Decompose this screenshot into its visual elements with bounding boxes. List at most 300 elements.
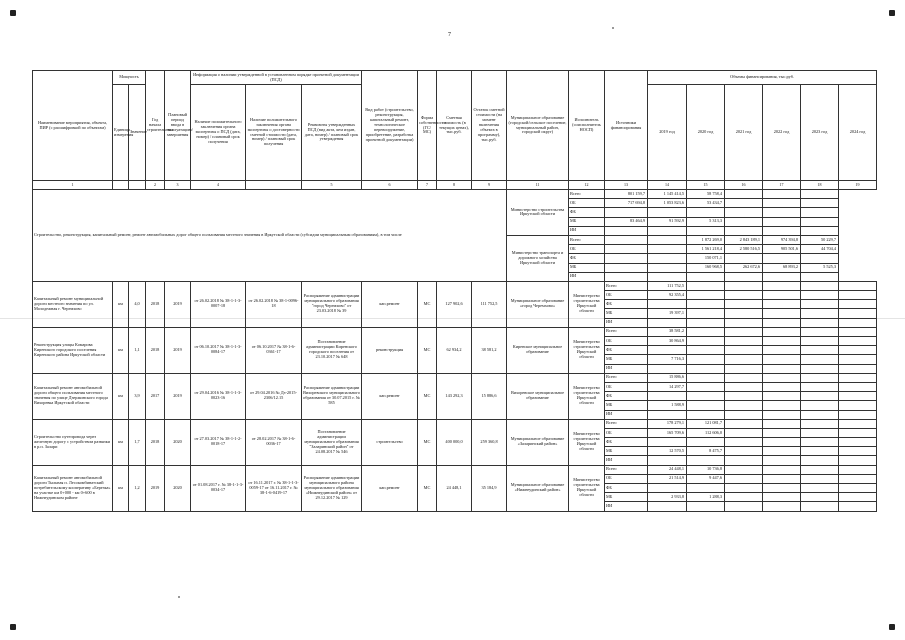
funding-value — [687, 373, 725, 382]
funding-value — [839, 364, 877, 373]
object-work-type: строительство — [362, 419, 418, 465]
funding-value — [687, 401, 725, 410]
column-number: 12 — [569, 181, 605, 190]
funding-value — [725, 364, 763, 373]
source-label: Всего — [605, 327, 648, 336]
funding-value — [839, 291, 877, 300]
funding-value — [763, 401, 801, 410]
funding-value — [839, 355, 877, 364]
column-number: 2 — [146, 181, 165, 190]
funding-value — [839, 502, 877, 511]
funding-value: 1 145 414,5 — [648, 190, 687, 199]
funding-value — [687, 272, 725, 281]
column-number: 3 — [165, 181, 191, 190]
funding-value — [839, 438, 877, 447]
funding-value — [725, 291, 763, 300]
funding-value — [725, 428, 763, 437]
object-year-start: 2019 — [146, 465, 165, 511]
object-rest-cost: 111 752,5 — [472, 281, 507, 327]
funding-value: 58 758,4 — [687, 190, 725, 199]
funding-value — [801, 318, 839, 327]
funding-value: 83 464,9 — [605, 217, 648, 226]
funding-value: 111 752,5 — [648, 281, 687, 290]
funding-value — [725, 346, 763, 355]
funding-value — [801, 465, 839, 474]
column-number: 9 — [472, 181, 507, 190]
funding-value — [687, 484, 725, 493]
funding-value — [839, 484, 877, 493]
funding-value — [801, 373, 839, 382]
funding-value: 178 279,1 — [648, 419, 687, 428]
object-capacity: 4,0 — [129, 281, 146, 327]
column-number: 8 — [437, 181, 472, 190]
source-label: Всего — [569, 235, 605, 244]
funding-value — [839, 419, 877, 428]
funding-value: 1 588,9 — [648, 401, 687, 410]
object-approval: Распоряжение администрации муниципального образования "город Черемхово" от 23.03.2018 № 39 — [302, 281, 362, 327]
object-approval: Постановление администрации Киренского городского поселения от 23.10.2017 № 648 — [302, 327, 362, 373]
funding-value — [605, 263, 648, 272]
funding-value — [801, 410, 839, 419]
funding-value: 91 592,9 — [648, 217, 687, 226]
object-approval: Постановление администрации муниципального образования "Заларинский район" от 24.08.2017 № 546 — [302, 419, 362, 465]
object-name: Капитальный ремонт автомобильной дороги общего пользования местного значения по улице Дзержинского города Вихоревка Иркутской области — [33, 373, 113, 419]
funding-value — [725, 318, 763, 327]
page-number: 7 — [448, 32, 451, 38]
source-label: ИИ — [605, 318, 648, 327]
funding-value — [763, 346, 801, 355]
source-label: ФБ — [605, 346, 648, 355]
source-label: МБ — [569, 217, 605, 226]
funding-value — [839, 456, 877, 465]
funding-value — [801, 401, 839, 410]
funding-value — [605, 254, 648, 263]
funding-value — [605, 272, 648, 281]
source-label: МБ — [605, 309, 648, 318]
column-number: 16 — [725, 181, 763, 190]
funding-value — [801, 382, 839, 391]
funding-value — [839, 465, 877, 474]
funding-value — [725, 410, 763, 419]
funding-value: 50 229,7 — [801, 235, 839, 244]
object-expertise: от 29.04.2016 № 38-1-1-3-0023-16 — [191, 373, 246, 419]
object-unit: км — [113, 281, 129, 327]
funding-value — [801, 428, 839, 437]
funding-value: 717 694,8 — [605, 199, 648, 208]
object-row — [33, 465, 877, 474]
column-number: 18 — [801, 181, 839, 190]
funding-value — [801, 456, 839, 465]
funding-value — [839, 346, 877, 355]
object-year-start: 2018 — [146, 327, 165, 373]
funding-value: 92 355,4 — [648, 291, 687, 300]
funding-value — [725, 502, 763, 511]
column-number — [246, 181, 302, 190]
funding-value — [763, 392, 801, 401]
funding-value: 14 297,7 — [648, 382, 687, 391]
funding-value — [725, 337, 763, 346]
funding-value — [763, 447, 801, 456]
funding-value — [725, 199, 763, 208]
funding-value: 2 580 516,5 — [725, 245, 763, 254]
funding-value — [725, 392, 763, 401]
funding-value: 165 709,6 — [648, 428, 687, 437]
funding-value — [801, 291, 839, 300]
object-approval: Распоряжение администрации Вихоревского муниципального образования от 30.07.2015 г. № 585 — [302, 373, 362, 419]
object-ownership: МС — [418, 327, 437, 373]
object-ownership: МС — [418, 465, 437, 511]
source-label: ОБ — [569, 245, 605, 254]
column-number: 13 — [605, 181, 648, 190]
funding-value — [687, 410, 725, 419]
header-source: Источники финансирования — [605, 71, 648, 181]
funding-value — [687, 226, 725, 235]
object-work-type: кап.ремонт — [362, 373, 418, 419]
funding-value: 8 475,7 — [687, 447, 725, 456]
funding-value: 1 872 269,0 — [687, 235, 725, 244]
source-label: ОБ — [605, 474, 648, 483]
funding-value — [839, 327, 877, 336]
header-year-start: Год начала строительства — [146, 71, 165, 181]
funding-value — [687, 208, 725, 217]
funding-value: 5 525,3 — [801, 263, 839, 272]
funding-value — [725, 419, 763, 428]
funding-value: 53 434,7 — [687, 199, 725, 208]
object-ownership: МС — [418, 281, 437, 327]
funding-value: 112 606,0 — [687, 428, 725, 437]
funding-value — [763, 217, 801, 226]
object-unit: км — [113, 419, 129, 465]
object-executor: Министерство строительства Иркутской области — [569, 419, 605, 465]
header-executor: Исполнитель (соисполнитель НОСП) — [569, 71, 605, 181]
funding-value — [801, 493, 839, 502]
funding-value — [839, 300, 877, 309]
funding-value — [648, 300, 687, 309]
funding-value — [763, 410, 801, 419]
header-ownership: Форма собственности (ГС/МС) — [418, 71, 437, 181]
column-number: 11 — [507, 181, 569, 190]
funding-value — [763, 502, 801, 511]
funding-value — [839, 401, 877, 410]
funding-value — [687, 438, 725, 447]
funding-value — [725, 456, 763, 465]
header-work-type: Вид работ (строительство, реконструкция, капитальный ремонт, технологическое перевооружение, приобретение, разработка проектной документации) — [362, 71, 418, 181]
funding-value — [763, 364, 801, 373]
source-label: Всего — [605, 281, 648, 290]
funding-value: 801 159,7 — [605, 190, 648, 199]
funding-value — [687, 291, 725, 300]
funding-value — [687, 355, 725, 364]
column-number: 5 — [302, 181, 362, 190]
object-unit: км — [113, 373, 129, 419]
funding-value — [839, 428, 877, 437]
funding-value — [801, 208, 839, 217]
funding-value — [763, 493, 801, 502]
funding-value — [648, 318, 687, 327]
object-capacity: 1,2 — [129, 465, 146, 511]
funding-value — [763, 309, 801, 318]
column-number: 1 — [33, 181, 113, 190]
funding-value — [763, 419, 801, 428]
funding-value — [763, 272, 801, 281]
funding-value — [725, 382, 763, 391]
object-name: Реконструкция улицы Комарова Киренского городского поселения Киренского района Иркутской области — [33, 327, 113, 373]
funding-value — [725, 474, 763, 483]
object-expertise: от 26.02.2018 № 38-1-1-3-0007-18 — [191, 281, 246, 327]
funding-value: 160 968,5 — [687, 263, 725, 272]
funding-value — [725, 254, 763, 263]
funding-value — [801, 254, 839, 263]
object-year-end: 2020 — [165, 465, 191, 511]
funding-value — [725, 484, 763, 493]
funding-value — [605, 245, 648, 254]
funding-value — [839, 337, 877, 346]
source-label: МБ — [605, 493, 648, 502]
funding-value — [763, 474, 801, 483]
object-ownership: МС — [418, 419, 437, 465]
object-executor: Министерство строительства Иркутской области — [569, 373, 605, 419]
funding-value — [687, 364, 725, 373]
funding-value — [839, 281, 877, 290]
header-year-2024: 2024 год — [839, 85, 877, 181]
header-psd-approval: Реквизиты утвержденных ПСД (вид акта, кем издан, дата, номер) / плановый срок утверждения — [302, 85, 362, 181]
funding-value — [725, 300, 763, 309]
funding-value — [801, 438, 839, 447]
funding-value — [763, 327, 801, 336]
scan-speck — [612, 27, 614, 29]
source-label: ИИ — [569, 226, 605, 235]
registration-mark — [889, 10, 895, 16]
funding-value — [763, 465, 801, 474]
funding-value — [801, 226, 839, 235]
funding-value: 21 514,9 — [648, 474, 687, 483]
object-row — [33, 281, 877, 290]
funding-value: 12 570,5 — [648, 447, 687, 456]
funding-value: 2 933,8 — [648, 493, 687, 502]
funding-value — [605, 208, 648, 217]
section-finance-row — [33, 190, 877, 199]
funding-value — [725, 281, 763, 290]
funding-value — [763, 300, 801, 309]
funding-value — [725, 217, 763, 226]
funding-value — [648, 263, 687, 272]
header-rest-cost: Остаток сметной стоимости (на момент включения объекта в программу), тыс.руб. — [472, 71, 507, 181]
funding-value — [725, 226, 763, 235]
funding-value — [763, 438, 801, 447]
object-work-type: реконструкция — [362, 327, 418, 373]
funding-value — [801, 272, 839, 281]
funding-value — [725, 465, 763, 474]
funding-value — [725, 493, 763, 502]
object-work-type: кап.ремонт — [362, 465, 418, 511]
object-cost-expertise: от 28.02.2017 № 38-1-6-0036-17 — [246, 419, 302, 465]
object-expertise: от 27.03.2017 № 38-1-1-2-0018-17 — [191, 419, 246, 465]
registration-mark — [10, 624, 16, 630]
funding-value — [725, 309, 763, 318]
section-executor: Министерство строительства Иркутской области — [507, 190, 569, 236]
source-label: Всего — [605, 419, 648, 428]
object-row — [33, 327, 877, 336]
header-name: Наименование мероприятия, объекта, ПИР (с расшифровкой по объектам) — [33, 71, 113, 181]
column-numbers-row — [33, 181, 877, 190]
object-executor: Министерство строительства Иркутской области — [569, 327, 605, 373]
object-name: Капитальный ремонт автомобильной дороги Тыльная п. Лесокомбинатский потребительскому кооперативу «Березка» на участке км 0+000 - км 0+600 в Нижнеудинском районе — [33, 465, 113, 511]
object-rest-cost: 15 886,6 — [472, 373, 507, 419]
funding-value — [839, 382, 877, 391]
object-year-start: 2018 — [146, 419, 165, 465]
funding-value — [687, 456, 725, 465]
section-title: Строительство, реконструкция, капитальный ремонт, ремонт автомобильных дорог общего пользования местного значения в Иркутской области (субсидии муниципальным образованиям), в том числе — [33, 190, 507, 282]
funding-value — [763, 337, 801, 346]
funding-value — [725, 438, 763, 447]
funding-value: 2 843 189,1 — [725, 235, 763, 244]
funding-value — [648, 226, 687, 235]
funding-value — [763, 199, 801, 208]
funding-value — [725, 208, 763, 217]
funding-value — [801, 199, 839, 208]
header-cap-unit: Единица измерения — [113, 85, 129, 181]
funding-value — [725, 401, 763, 410]
funding-value — [725, 373, 763, 382]
object-unit: км — [113, 327, 129, 373]
object-municipality: Муниципальное образование «Нижнеудинский район» — [507, 465, 569, 511]
funding-value — [839, 318, 877, 327]
funding-value — [687, 318, 725, 327]
header-year-2023: 2023 год — [801, 85, 839, 181]
funding-value — [648, 502, 687, 511]
source-label: ФБ — [605, 438, 648, 447]
column-number — [113, 181, 129, 190]
funding-value: 1 053 823,6 — [648, 199, 687, 208]
source-label: ОБ — [605, 337, 648, 346]
object-est-cost: 400 000,0 — [437, 419, 472, 465]
funding-value — [687, 502, 725, 511]
object-capacity: 1,7 — [129, 419, 146, 465]
funding-value — [801, 327, 839, 336]
funding-value: 9 447,6 — [687, 474, 725, 483]
funding-value — [763, 484, 801, 493]
header-est-cost: Сметная стоимость (в текущих ценах), тыс.руб. — [437, 71, 472, 181]
funding-value: 38 581,2 — [648, 327, 687, 336]
financing-table — [32, 70, 877, 512]
funding-value — [763, 428, 801, 437]
funding-value: 15 886,6 — [648, 373, 687, 382]
object-name: Строительство путепровода через железную дорогу с устройством развязки в р.п. Залари — [33, 419, 113, 465]
object-executor: Министерство строительства Иркутской области — [569, 465, 605, 511]
object-est-cost: 62 934,2 — [437, 327, 472, 373]
funding-value: 10 736,8 — [687, 465, 725, 474]
object-expertise: от 01.08.2017 г. № 38-1-1-3-0034-17 — [191, 465, 246, 511]
funding-value — [725, 272, 763, 281]
source-label: МБ — [605, 447, 648, 456]
header-psd-cost: Наличие положительного заключения органа экспертизы о достоверности сметной стоимости (дата, номер) / плановый срок получения — [246, 85, 302, 181]
object-capacity: 1,1 — [129, 327, 146, 373]
funding-value: 1 561 218,4 — [687, 245, 725, 254]
funding-value — [801, 190, 839, 199]
object-est-cost: 127 902,6 — [437, 281, 472, 327]
source-label: ИИ — [605, 456, 648, 465]
funding-value — [648, 254, 687, 263]
object-cost-expertise: от 16.11.2017 г. № 38-1-1-3-0059-17 от 16.11.2017 г. № 38-1-6-0419-17 — [246, 465, 302, 511]
funding-value — [801, 281, 839, 290]
funding-value — [605, 226, 648, 235]
funding-value — [725, 327, 763, 336]
registration-mark — [889, 624, 895, 630]
funding-value — [763, 355, 801, 364]
funding-value: 1 288,3 — [687, 493, 725, 502]
object-row — [33, 373, 877, 382]
header-year-2022: 2022 год — [763, 85, 801, 181]
object-year-start: 2017 — [146, 373, 165, 419]
funding-value — [839, 447, 877, 456]
header-cap-value: Значение — [129, 85, 146, 181]
source-label: Всего — [605, 465, 648, 474]
object-year-end: 2019 — [165, 373, 191, 419]
funding-value — [839, 474, 877, 483]
object-est-cost: 24 448,1 — [437, 465, 472, 511]
funding-value — [801, 337, 839, 346]
object-year-end: 2020 — [165, 419, 191, 465]
object-cost-expertise: от 26.02.2018 № 38-1-0096-18 — [246, 281, 302, 327]
funding-value — [801, 447, 839, 456]
funding-value — [763, 456, 801, 465]
registration-mark — [10, 10, 16, 16]
source-label: ОБ — [605, 382, 648, 391]
funding-value — [763, 190, 801, 199]
source-label: ИИ — [569, 272, 605, 281]
source-label: ФБ — [569, 208, 605, 217]
funding-value — [839, 309, 877, 318]
object-approval: Распоряжение администрации муниципального района муниципального образования «Нижнеудинский район» от 29.12.2017 № 129 — [302, 465, 362, 511]
column-number: 19 — [839, 181, 877, 190]
object-municipality: Киренское муниципальное образование — [507, 327, 569, 373]
funding-value — [648, 456, 687, 465]
funding-value — [648, 235, 687, 244]
funding-value — [801, 484, 839, 493]
header-municipality: Муниципальное образование (городской/сельское поселение, муниципальный район, городской округ) — [507, 71, 569, 181]
funding-value: 30 864,9 — [648, 337, 687, 346]
funding-value — [648, 484, 687, 493]
column-number: 17 — [763, 181, 801, 190]
funding-value — [801, 300, 839, 309]
source-label: ИИ — [605, 364, 648, 373]
funding-value: 905 501,6 — [763, 245, 801, 254]
source-label: ФБ — [605, 484, 648, 493]
source-label: ФБ — [605, 392, 648, 401]
funding-value — [648, 272, 687, 281]
funding-value: 5 313,3 — [687, 217, 725, 226]
funding-value — [763, 318, 801, 327]
header-psd-expertise: Наличие положительного заключения органа экспертизы о ПСД (дата, номер) / плановый срок получения — [191, 85, 246, 181]
object-est-cost: 143 292,3 — [437, 373, 472, 419]
funding-value: 121 081,7 — [687, 419, 725, 428]
object-municipality: Муниципальное образование «город Черемхово» — [507, 281, 569, 327]
funding-value — [801, 355, 839, 364]
funding-value — [763, 291, 801, 300]
object-expertise: от 06.10.2017 № 38-1-1-3-0084-17 — [191, 327, 246, 373]
funding-value — [801, 419, 839, 428]
funding-value — [648, 410, 687, 419]
funding-value: 974 394,8 — [763, 235, 801, 244]
object-municipality: Муниципальное образование «Заларинский район» — [507, 419, 569, 465]
funding-value — [725, 355, 763, 364]
header-year-2021: 2021 год — [725, 85, 763, 181]
object-rest-cost: 35 184,9 — [472, 465, 507, 511]
funding-value — [801, 502, 839, 511]
funding-value — [801, 346, 839, 355]
funding-value — [801, 364, 839, 373]
funding-value — [725, 447, 763, 456]
